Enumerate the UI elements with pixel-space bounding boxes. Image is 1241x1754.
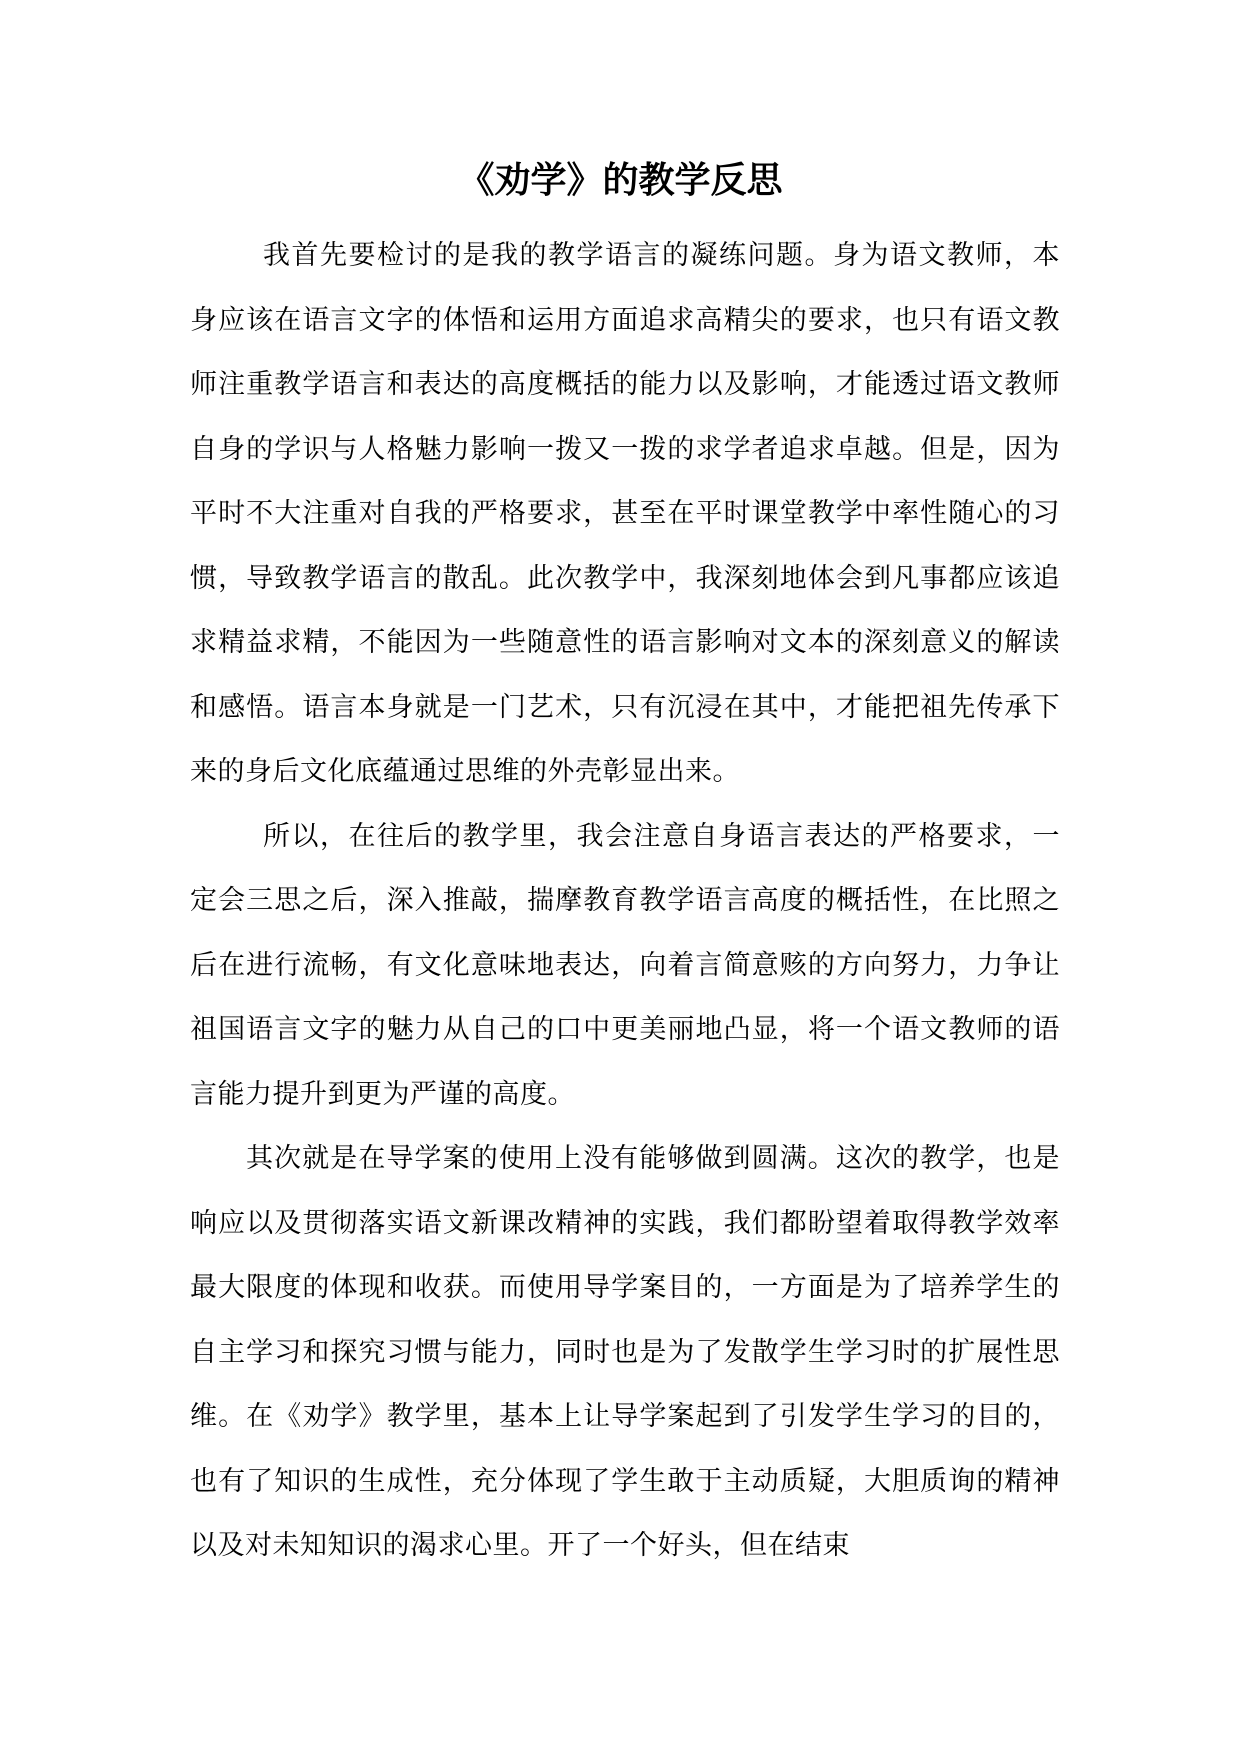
document-title: 《劝学》的教学反思 [458,159,783,201]
paragraph-language-refinement: 我首先要检讨的是我的教学语言的凝练问题。身为语文教师，本身应该在语言文字的体悟和运用方面追求高精尖的要求，也只有语文教师注重教学语言和表达的高度概括的能力以及影响，才能透过语文教师自身的学识与人格魅力影响一拨又一拨的求学者追求卓越。但是，因为平时不大注重对自我的严格要求，甚至在平时课堂教学中率性随心的习惯，导致教学语言的散乱。此次教学中，我深刻地体会到凡事都应该追求精益求精，不能因为一些随意性的语言影响对文本的深刻意义的解读和感悟。语言本身就是一门艺术，只有沉浸在其中，才能把祖先传承下来的身后文化底蕴通过思维的外壳彰显出来。 [190,240,1060,787]
document-body [190,224,1060,1579]
paragraph-future-improvement: 所以，在往后的教学里，我会注意自身语言表达的严格要求，一定会三思之后，深入推敲，揣摩教育教学语言高度的概括性，在比照之后在进行流畅，有文化意味地表达，向着言简意赅的方向努力，力争让祖国语言文字的魅力从自己的口中更美丽地凸显，将一个语文教师的语言能力提升到更为严谨的高度。 [190,820,1060,1110]
paragraph-study-guide-usage: 其次就是在导学案的使用上没有能够做到圆满。这次的教学，也是响应以及贯彻落实语文新课改精神的实践，我们都盼望着取得教学效率最大限度的体现和收获。而使用导学案目的，一方面是为了培养学生的自主学习和探究习惯与能力，同时也是为了发散学生学习时的扩展性思维。在《劝学》教学里，基本上让导学案起到了引发学生学习的目的，也有了知识的生成性，充分体现了学生敢于主动质疑，大胆质询的精神以及对未知知识的渴求心里。开了一个好头，但在结束 [190,1143,1060,1561]
